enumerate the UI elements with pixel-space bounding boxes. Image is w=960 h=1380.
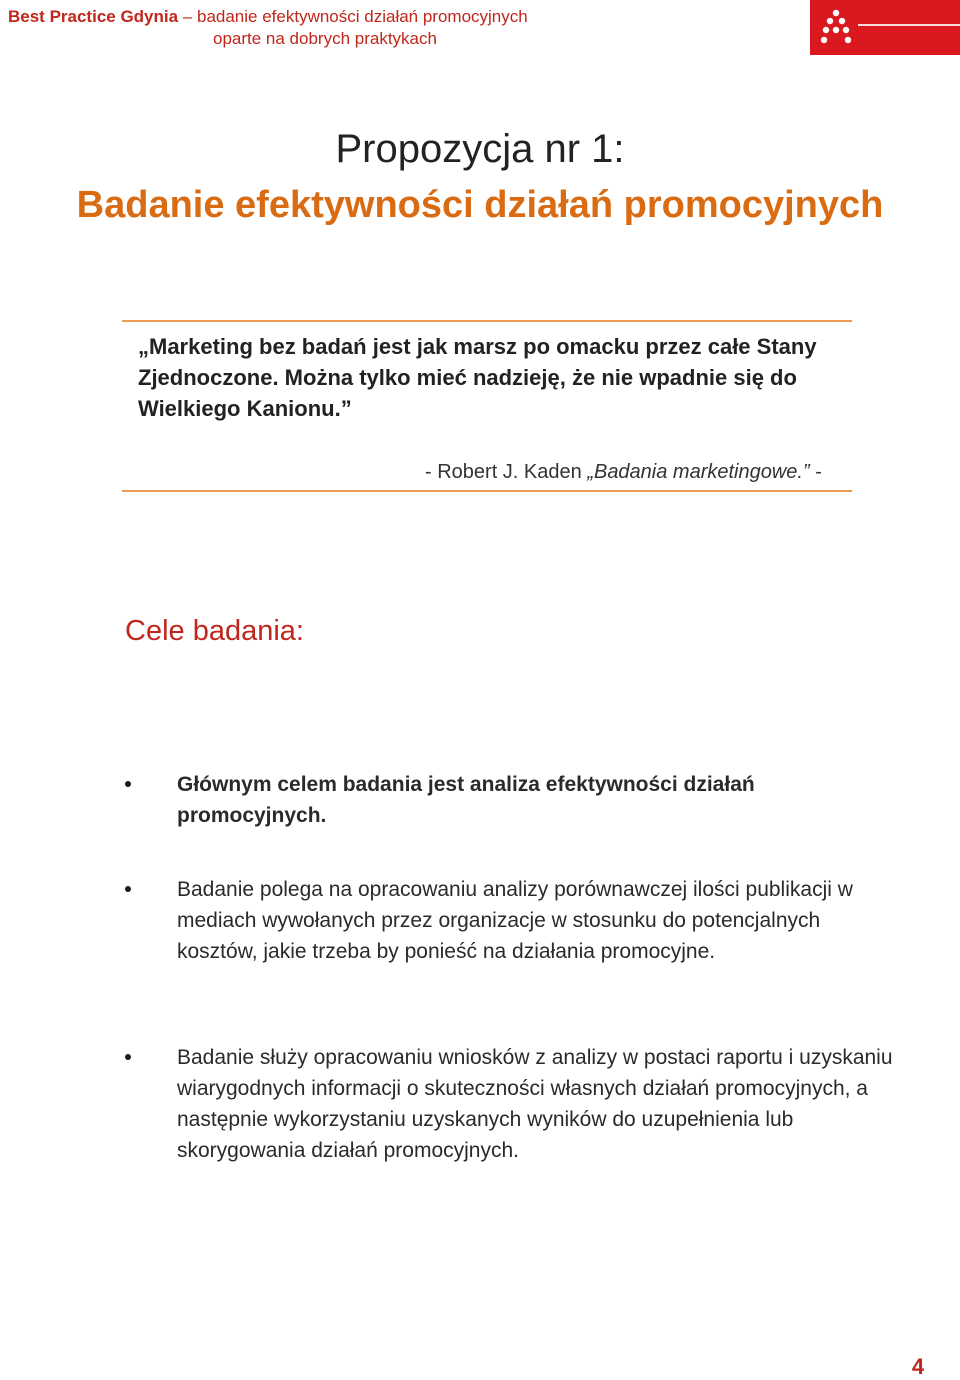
header-line-1 bbox=[8, 6, 768, 28]
bullet-icon bbox=[125, 781, 131, 787]
bullet-icon bbox=[125, 886, 131, 892]
attribution-book-title: „Badania marketingowe.” bbox=[587, 461, 810, 483]
list-item-text: Badanie polega na opracowaniu analizy porównawczej ilości publikacji w mediach wywołanych przez organizacje w stosunku do potencjalnych kosztów, jakie trzeba by ponieść na działania promocyjne. bbox=[177, 878, 853, 963]
header-subtitle-2: oparte na dobrych praktykach bbox=[213, 29, 437, 48]
list-item-text: Badanie służy opracowaniu wniosków z analizy w postaci raportu i uzyskaniu wiarygodnych informacji o skuteczności własnych działań promocyjnych, a następnie wykorzystaniu uzyskanych wyników do uzupełnienia lub skorygowania działań promocyjnych. bbox=[177, 1046, 893, 1162]
attribution-author: - Robert J. Kaden bbox=[425, 461, 588, 483]
attribution-suffix: - bbox=[809, 461, 822, 483]
quote-attribution bbox=[425, 458, 822, 486]
page-number: 4 bbox=[911, 1354, 925, 1379]
list-item bbox=[177, 1042, 897, 1166]
brand-name: Best Practice Gdynia bbox=[8, 7, 179, 26]
logo-mark-icon bbox=[810, 0, 960, 55]
quote-bottom-rule bbox=[122, 490, 852, 492]
logo bbox=[810, 0, 960, 55]
list-item bbox=[177, 769, 897, 831]
list-item-text: Głównym celem badania jest analiza efektywności działań promocyjnych. bbox=[177, 773, 755, 827]
quote-text: „Marketing bez badań jest jak marsz po omacku przez całe Stany Zjednoczone. Można tylko mieć nadzieję, że nie wpadnie się do Wielkiego Kanionu.” bbox=[138, 334, 817, 421]
section-heading: Cele badania: bbox=[125, 615, 304, 647]
quote-top-rule bbox=[122, 320, 852, 322]
list-item bbox=[177, 874, 897, 967]
bullet-icon bbox=[125, 1054, 131, 1060]
slide-title: Propozycja nr 1: bbox=[335, 127, 625, 171]
document-header bbox=[8, 6, 768, 50]
header-subtitle-1: badanie efektywności działań promocyjnych bbox=[196, 7, 528, 26]
header-separator: – bbox=[178, 7, 197, 26]
slide-subtitle: Badanie efektywności działań promocyjnych bbox=[76, 184, 884, 226]
